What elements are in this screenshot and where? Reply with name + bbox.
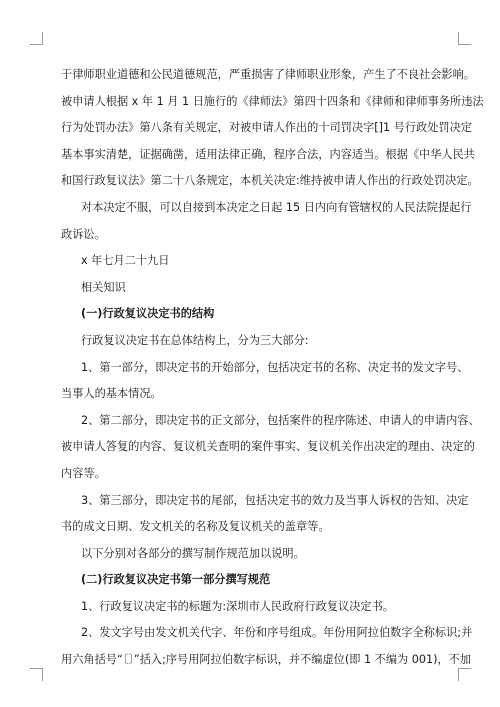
crop-mark-bottom-left <box>30 668 43 681</box>
crop-mark-top-left <box>30 32 43 45</box>
document-body <box>61 62 484 674</box>
text-line: 和国行政复议法》第二十八条规定，本机关决定:维持被申请人作出的行政处罚决定。 <box>61 174 479 188</box>
text-line: 1、第一部分，即决定书的开始部分，包括决定书的名称、决定书的发文字号、 <box>81 360 469 374</box>
section-heading: (一)行政复议决定书的结构 <box>81 307 215 321</box>
text-line: 被申请人根据 x 年 1 月 1 日施行的《律师法》第四十四条和《律师和律师事务所违法 <box>61 94 484 108</box>
text-line: 相关知识 <box>81 280 126 294</box>
crop-mark-bottom-right <box>458 668 471 681</box>
text-line: 于律师职业道德和公民道德规范，严重损害了律师职业形象，产生了不良社会影响。 <box>61 68 475 81</box>
text-line: 基本事实清楚，证据确凿，适用法律正确，程序合法，内容适当。根据《中华人民共 <box>61 147 475 161</box>
text-line: 2、第二部分，即决定书的正文部分，包括案件的程序陈述、申请人的申请内容、 <box>81 413 480 427</box>
text-line: 以下分别对各部分的撰写制作规范加以说明。 <box>81 546 305 560</box>
section-heading: (二)行政复议决定书第一部分撰写规范 <box>81 573 271 587</box>
text-line: x 年七月二十九日 <box>81 254 170 268</box>
text-line: 1、行政复议决定书的标题为:深圳市人民政府行政复议决定书。 <box>81 599 394 613</box>
text-line: 书的成文日期、发文机关的名称及复议机关的盖章等。 <box>61 520 330 534</box>
text-line: 2、发文字号由发文机关代字、年份和序号组成。年份用阿拉伯数字全称标识;并 <box>81 626 473 640</box>
text-line: 行政复议决定书在总体结构上，分为三大部分: <box>81 333 309 347</box>
text-line: 政诉讼。 <box>61 227 106 241</box>
text-line: 对本决定不服，可以自接到本决定之日起 15 日内向有管辖权的人民法院提起行 <box>81 200 472 214</box>
crop-mark-top-right <box>458 32 471 45</box>
text-line: 当事人的基本情况。 <box>61 387 162 401</box>
text-line: 内容等。 <box>61 466 106 480</box>
text-line: 被申请人答复的内容、复议机关查明的案件事实、复议机关作出决定的理由、决定的 <box>61 440 475 454</box>
text-line: 3、第三部分，即决定书的尾部，包括决定书的效力及当事人诉权的告知、决定 <box>81 493 469 507</box>
text-line: 用六角括号“〔〕”括入;序号用阿拉伯数字标识，并不编虚位(即 1 不编为 001)，不加 <box>61 653 472 667</box>
text-line: 行为处罚办法》第八条有关规定，对被申请人作出的十司罚决字[]1 号行政处罚决定 <box>61 121 472 135</box>
